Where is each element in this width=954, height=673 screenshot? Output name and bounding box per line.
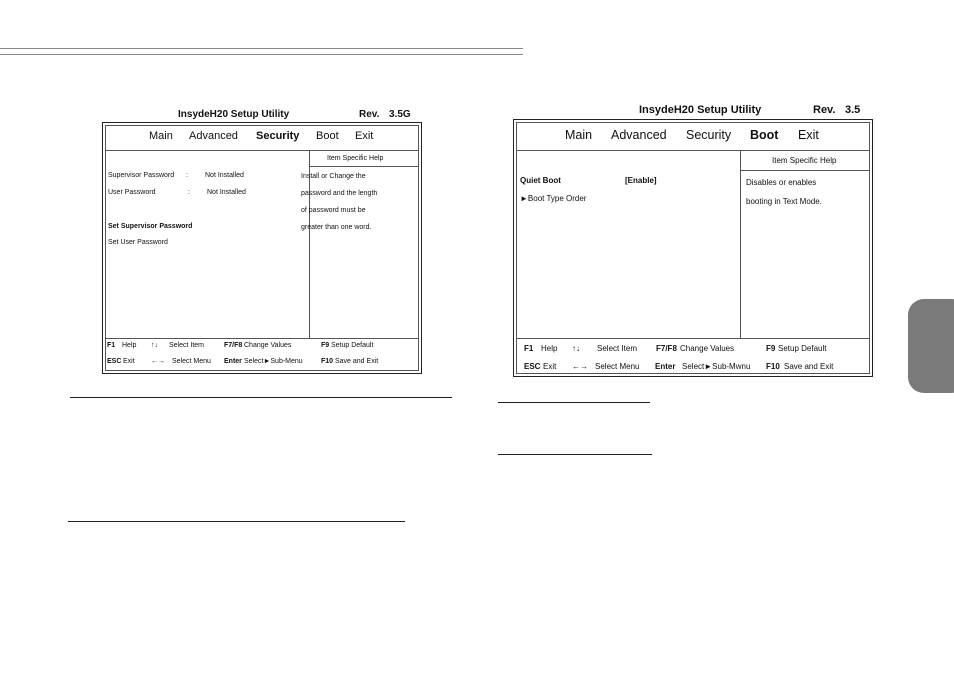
text-rule: [498, 454, 652, 455]
menu-bar: [103, 130, 421, 144]
set-user-password[interactable]: Set User Password: [108, 239, 168, 246]
menu-main[interactable]: Main: [565, 128, 593, 142]
key-change-values-text: Change Values: [244, 342, 292, 349]
key-select-item-text: Select Item: [169, 342, 205, 349]
boot-type-order-item[interactable]: ►Boot Type Order: [520, 194, 587, 203]
key-f7f8: F7/F8: [224, 342, 243, 349]
help-line: Disables or enables: [746, 178, 817, 187]
supervisor-password-value: Not Installed: [205, 172, 244, 179]
help-line: of password must be: [301, 207, 366, 214]
key-save-exit-text: Save and Exit: [335, 358, 379, 365]
menu-advanced[interactable]: Advanced: [611, 128, 667, 142]
supervisor-password-sep: :: [186, 172, 188, 179]
menu-bar: [514, 128, 872, 144]
key-esc: ESC: [107, 358, 122, 365]
key-select-item-text: Select Item: [597, 344, 638, 353]
menu-boot[interactable]: Boot: [750, 128, 779, 142]
key-change-values-text: Change Values: [680, 344, 735, 353]
text-rule: [70, 397, 452, 398]
quiet-boot-label[interactable]: Quiet Boot: [520, 176, 561, 185]
user-password-sep: :: [188, 189, 190, 196]
screen1-title: InsydeH20 Setup Utility: [178, 109, 290, 120]
user-password-value: Not Installed: [207, 189, 246, 196]
bios-screen-security: [102, 122, 422, 374]
menu-boot[interactable]: Boot: [316, 130, 339, 142]
left-right-arrows-icon: ←→: [151, 358, 165, 365]
key-f10: F10: [766, 362, 780, 371]
screen1-rev-value: 3.5G: [389, 109, 411, 120]
key-f10: F10: [321, 358, 334, 365]
key-f1: F1: [524, 344, 534, 353]
key-help-text: Help: [541, 344, 558, 353]
key-exit-text: Exit: [543, 362, 557, 371]
chapter-side-tab: [908, 299, 954, 393]
text-rule: [498, 402, 650, 403]
help-header: Item Specific Help: [772, 156, 837, 165]
key-f9: F9: [766, 344, 776, 353]
help-line: Install or Change the: [301, 173, 366, 180]
menu-security[interactable]: Security: [256, 130, 300, 142]
menu-exit[interactable]: Exit: [355, 130, 374, 142]
key-esc: ESC: [524, 362, 541, 371]
quiet-boot-value[interactable]: [Enable]: [625, 176, 657, 185]
set-supervisor-password[interactable]: Set Supervisor Password: [108, 223, 193, 230]
help-line: password and the length: [301, 190, 378, 197]
menu-advanced[interactable]: Advanced: [189, 130, 238, 142]
key-save-exit-text: Save and Exit: [784, 362, 834, 371]
key-enter: Enter: [655, 362, 676, 371]
menu-exit[interactable]: Exit: [798, 128, 819, 142]
menu-security[interactable]: Security: [686, 128, 732, 142]
key-select-submenu-text: Select►Sub-Menu: [244, 358, 303, 365]
screen2-rev-label: Rev.: [813, 104, 836, 116]
up-down-arrows-icon: ↑↓: [572, 344, 580, 353]
menu-main[interactable]: Main: [149, 130, 173, 142]
key-f7f8: F7/F8: [656, 344, 677, 353]
up-down-arrows-icon: ↑↓: [151, 342, 158, 349]
text-rule: [68, 521, 405, 522]
left-right-arrows-icon: ←→: [572, 362, 588, 371]
screen2-rev-value: 3.5: [845, 104, 861, 116]
key-enter: Enter: [224, 358, 242, 365]
key-exit-text: Exit: [123, 358, 135, 365]
help-line: greater than one word.: [301, 224, 372, 231]
bios-screen-boot: [513, 119, 873, 377]
key-select-menu-text: Select Menu: [172, 358, 211, 365]
key-select-submenu-text: Select►Sub-Mwnu: [682, 362, 751, 371]
help-line: booting in Text Mode.: [746, 197, 822, 206]
user-password-label[interactable]: User Password: [108, 189, 156, 196]
key-setup-default-text: Setup Default: [778, 344, 827, 353]
header-rule: [0, 48, 523, 55]
key-f1: F1: [107, 342, 116, 349]
key-select-menu-text: Select Menu: [595, 362, 640, 371]
supervisor-password-label[interactable]: Supervisor Password: [108, 172, 175, 179]
help-header: Item Specific Help: [327, 155, 384, 162]
screen1-rev-label: Rev.: [359, 109, 380, 120]
key-help-text: Help: [122, 342, 137, 349]
key-setup-default-text: Setup Default: [331, 342, 374, 349]
key-f9: F9: [321, 342, 330, 349]
screen2-title: InsydeH20 Setup Utility: [639, 104, 762, 116]
